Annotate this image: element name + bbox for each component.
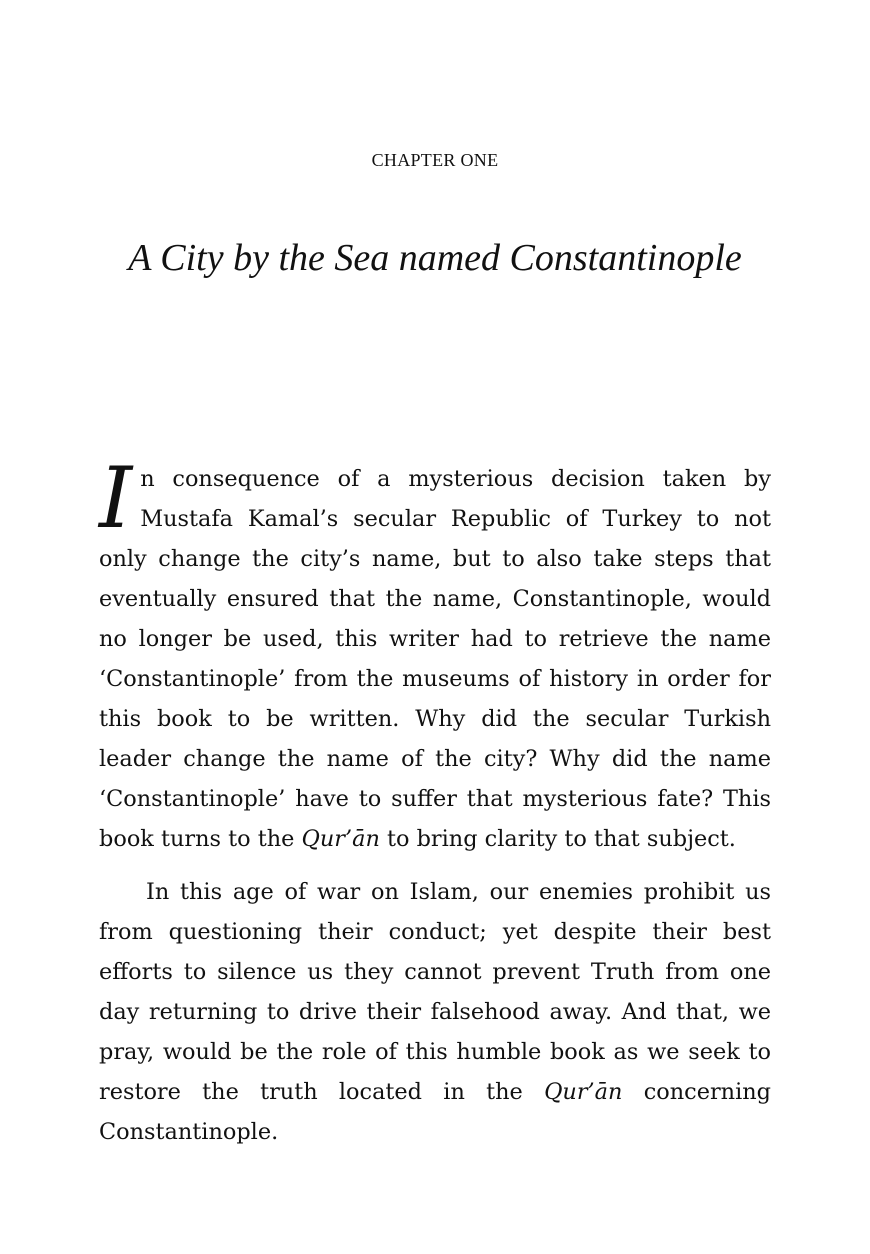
paragraph-2-emphasis: Qur’ān [544, 1079, 623, 1105]
chapter-label: CHAPTER ONE [371, 150, 499, 170]
chapter-body [99, 449, 771, 1152]
paragraph-1-emphasis: Qur’ān [301, 826, 380, 852]
paragraph-2-text-b: concerning Constantinople. [99, 1079, 771, 1145]
paragraph-1-text-a: n consequence of a mysterious decision taken by Mustafa Kamal’s secular Republic of Turkey to not only change the city’s name, but to also take steps that eventually ensured that the name, Constantinople, would no longer be used, this writer had to retrieve the name ‘Constantinople’ from the museums of history in order for this book to be written. Why did the secular Turkish leader change the name of the city? Why did the name ‘Constantinople’ have to suffer that mysterious fate? This book turns to the [99, 466, 771, 852]
paragraph-2-text-a: In this age of war on Islam, our enemies prohibit us from questioning their conduct; yet despite their best efforts to silence us they cannot prevent Truth from one day returning to drive their falsehood away. And that, we pray, would be the role of this humble book as we seek to restore the truth located in the [99, 879, 771, 1105]
chapter-title: A City by the Sea named Constantinople [128, 237, 742, 279]
drop-cap: I [99, 449, 133, 547]
paragraph-2 [99, 872, 771, 1152]
paragraph-1-text-b: to bring clarity to that subject. [379, 826, 736, 852]
paragraph-1 [99, 449, 771, 859]
